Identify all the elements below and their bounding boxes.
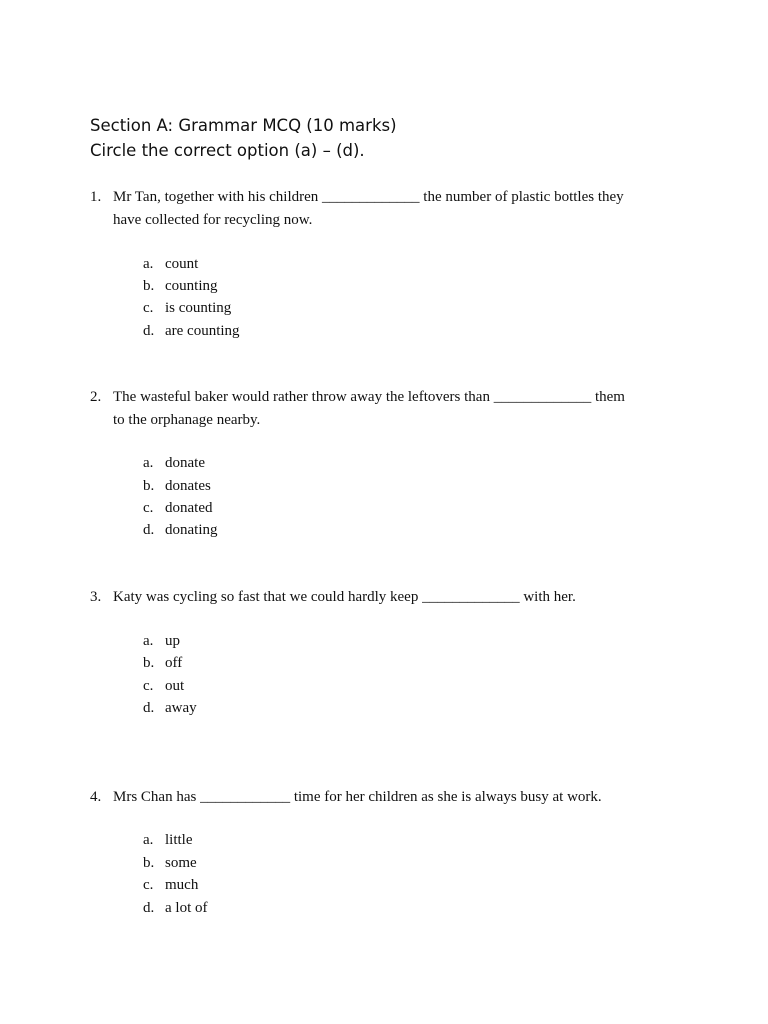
option-text: out [165,678,185,694]
question-number: 2. [90,389,102,405]
question-text-line: Mr Tan, together with his children _____________ the number of plastic bottles they [113,189,624,205]
option-text: counting [165,278,218,294]
option-letter: c. [143,300,154,316]
question-number: 1. [90,189,102,205]
section-title: Section A: Grammar MCQ (10 marks) [90,116,397,135]
option-text: donating [165,522,218,538]
option-text: count [165,256,199,272]
option-letter: b. [143,478,155,494]
option-letter: a. [143,832,154,848]
option-letter: d. [143,323,155,339]
option-text: a lot of [165,900,208,916]
option-letter: c. [143,877,154,893]
option-letter: c. [143,678,154,694]
option-text: much [165,877,199,893]
question-number: 3. [90,589,102,605]
option-letter: c. [143,500,154,516]
option-text: donated [165,500,213,516]
option-text: up [165,633,180,649]
option-text: are counting [165,323,240,339]
option-letter: a. [143,256,154,272]
option-text: donates [165,478,211,494]
option-text: donate [165,455,205,471]
option-text: off [165,655,183,671]
question-number: 4. [90,789,102,805]
question-text-line: have collected for recycling now. [113,212,313,228]
option-letter: b. [143,278,155,294]
question-text-line: to the orphanage nearby. [113,412,261,428]
question-text-line: Mrs Chan has ____________ time for her children as she is always busy at work. [113,789,602,805]
question-text-line: The wasteful baker would rather throw away the leftovers than _____________ them [113,389,625,405]
option-letter: d. [143,900,155,916]
section-instruction: Circle the correct option (a) – (d). [90,141,365,160]
option-letter: d. [143,700,155,716]
option-letter: b. [143,655,155,671]
option-text: little [165,832,193,848]
option-letter: a. [143,455,154,471]
option-letter: b. [143,855,155,871]
question-text-line: Katy was cycling so fast that we could hardly keep _____________ with her. [113,589,576,605]
option-text: is counting [165,300,232,316]
option-letter: a. [143,633,154,649]
option-text: some [165,855,197,871]
option-text: away [165,700,197,716]
option-letter: d. [143,522,155,538]
